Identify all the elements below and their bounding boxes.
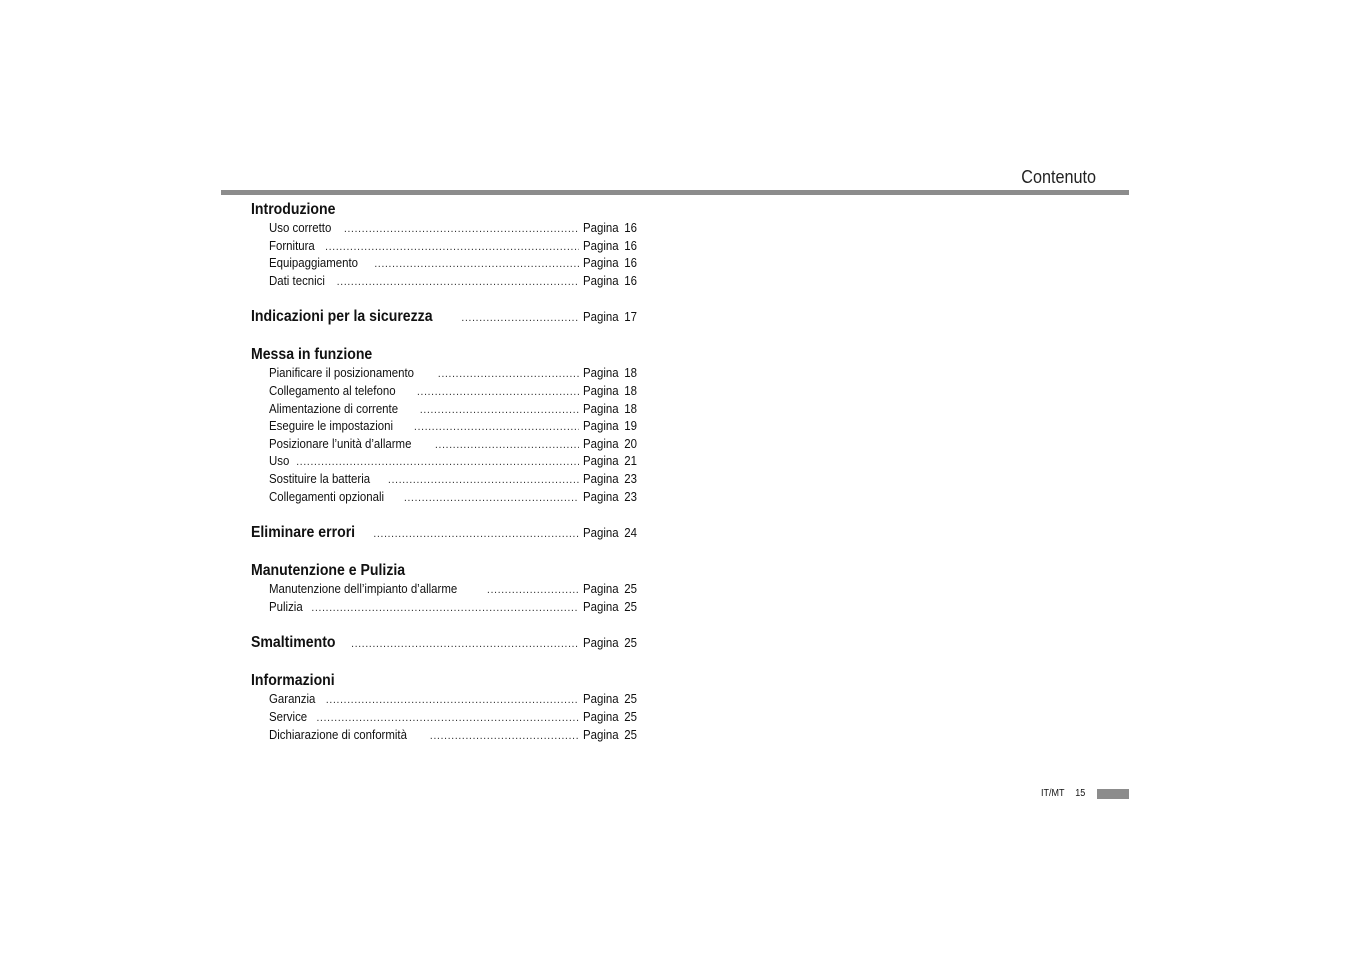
dot-leader: [487, 582, 579, 600]
page-number: 19: [624, 418, 637, 434]
toc-entry[interactable]: [251, 417, 637, 435]
dot-leader: [420, 402, 579, 420]
toc-section-messa: [251, 345, 637, 505]
page-number: 25: [624, 691, 637, 707]
entry-label: Manutenzione dell’impianto d’allarme: [269, 581, 458, 597]
page-word: Pagina: [583, 418, 619, 434]
page-word: Pagina: [583, 581, 619, 597]
header-rule: [221, 190, 1129, 195]
dot-leader: [461, 307, 579, 329]
toc-entry[interactable]: [251, 452, 637, 470]
page-word: Pagina: [583, 453, 619, 469]
toc-entry[interactable]: [251, 254, 637, 272]
section-title: Indicazioni per la sicurezza: [251, 308, 433, 326]
page-number: 25: [624, 726, 637, 742]
toc-entry[interactable]: [251, 470, 637, 488]
entry-label: Eseguire le impostazioni: [269, 418, 393, 434]
page-word: Pagina: [583, 470, 619, 486]
toc-entry[interactable]: [251, 219, 637, 237]
page-number: 25: [624, 708, 637, 724]
dot-leader: [414, 419, 579, 437]
toc-entry[interactable]: [251, 580, 637, 598]
page-number: 21: [624, 453, 637, 469]
page-word: Pagina: [583, 255, 619, 271]
toc-entry[interactable]: [251, 364, 637, 382]
toc-entry[interactable]: [251, 400, 637, 418]
page-word: Pagina: [583, 598, 619, 614]
page-word: Pagina: [583, 400, 619, 416]
page-number: 16: [624, 220, 637, 235]
page-word: Pagina: [583, 635, 619, 651]
page-word: Pagina: [583, 220, 619, 235]
page-footer: [1041, 788, 1085, 799]
dot-leader: [326, 692, 579, 710]
page-number: 25: [624, 581, 637, 597]
page-number: 18: [624, 382, 637, 398]
dot-leader: [404, 490, 579, 508]
toc-section-errori: [251, 522, 637, 544]
page-number: 18: [624, 400, 637, 416]
dot-leader: [388, 472, 579, 490]
footer-bar: [1097, 789, 1129, 799]
page-number: 25: [624, 635, 637, 651]
page-word: Pagina: [583, 365, 619, 381]
toc-main-entry[interactable]: [251, 632, 637, 654]
page-word: Pagina: [583, 488, 619, 504]
toc-section-informazioni: [251, 671, 637, 743]
entry-label: Uso corretto: [269, 220, 332, 235]
entry-label: Pulizia: [269, 598, 303, 614]
toc-entry[interactable]: [251, 237, 637, 255]
page-number: 16: [624, 272, 637, 288]
toc-section-smaltimento: [251, 632, 637, 654]
dot-leader: [311, 600, 579, 618]
page-number: 18: [624, 365, 637, 381]
page-word: Pagina: [583, 272, 619, 288]
toc-section-sicurezza: [251, 306, 637, 328]
entry-label: Collegamento al telefono: [269, 382, 396, 398]
section-title: Manutenzione e Pulizia: [251, 562, 406, 580]
section-title: Informazioni: [251, 672, 335, 690]
section-title: Eliminare errori: [251, 524, 356, 542]
toc-main-entry[interactable]: [251, 306, 637, 328]
page-word: Pagina: [583, 435, 619, 451]
toc-entry[interactable]: [251, 726, 637, 744]
page-word: Pagina: [583, 309, 619, 325]
dot-leader: [430, 728, 579, 746]
toc-entry[interactable]: [251, 435, 637, 453]
toc-main-entry[interactable]: [251, 522, 637, 544]
toc-entry[interactable]: [251, 690, 637, 708]
page-number: 16: [624, 237, 637, 253]
table-of-contents: [251, 200, 637, 760]
page-number: 20: [624, 435, 637, 451]
entry-label: Alimentazione di corrente: [269, 400, 399, 416]
dot-leader: [435, 437, 579, 455]
toc-entry[interactable]: [251, 382, 637, 400]
entry-label: Posizionare l’unità d’allarme: [269, 435, 412, 451]
toc-section-introduzione: [251, 200, 637, 289]
page-number: 23: [624, 488, 637, 504]
section-title: Smaltimento: [251, 634, 336, 652]
dot-leader: [374, 256, 579, 274]
dot-leader: [373, 523, 579, 545]
dot-leader: [438, 366, 579, 384]
section-title: Messa in funzione: [251, 346, 373, 364]
dot-leader: [417, 384, 579, 402]
page-word: Pagina: [583, 237, 619, 253]
page-number: 23: [624, 470, 637, 486]
toc-entry[interactable]: [251, 272, 637, 290]
dot-leader: [325, 239, 579, 257]
footer-page-number: 15: [1075, 788, 1086, 799]
entry-label: Equipaggiamento: [269, 255, 359, 271]
page-number: 24: [624, 525, 637, 541]
entry-label: Dichiarazione di conformità: [269, 726, 407, 742]
entry-label: Service: [269, 708, 308, 724]
toc-section-manutenzione: [251, 561, 637, 615]
dot-leader: [337, 274, 579, 292]
toc-entry[interactable]: [251, 488, 637, 506]
toc-entry[interactable]: [251, 708, 637, 726]
page-word: Pagina: [583, 691, 619, 707]
entry-label: Collegamenti opzionali: [269, 488, 385, 504]
entry-label: Garanzia: [269, 691, 316, 707]
page-word: Pagina: [583, 382, 619, 398]
page-title: Contenuto: [1021, 167, 1096, 187]
page-number: 16: [624, 255, 637, 271]
page-word: Pagina: [583, 708, 619, 724]
entry-label: Uso: [269, 453, 290, 469]
toc-entry[interactable]: [251, 598, 637, 616]
page-word: Pagina: [583, 525, 619, 541]
entry-label: Dati tecnici: [269, 272, 325, 288]
page-word: Pagina: [583, 726, 619, 742]
page-number: 17: [624, 309, 637, 325]
entry-label: Pianificare il posizionamento: [269, 365, 414, 381]
entry-label: Sostituire la batteria: [269, 470, 371, 486]
footer-locale: IT/MT: [1041, 788, 1065, 799]
entry-label: Fornitura: [269, 237, 315, 253]
page-number: 25: [624, 598, 637, 614]
section-title: Introduzione: [251, 201, 336, 218]
dot-leader: [344, 221, 579, 239]
dot-leader: [351, 633, 579, 655]
